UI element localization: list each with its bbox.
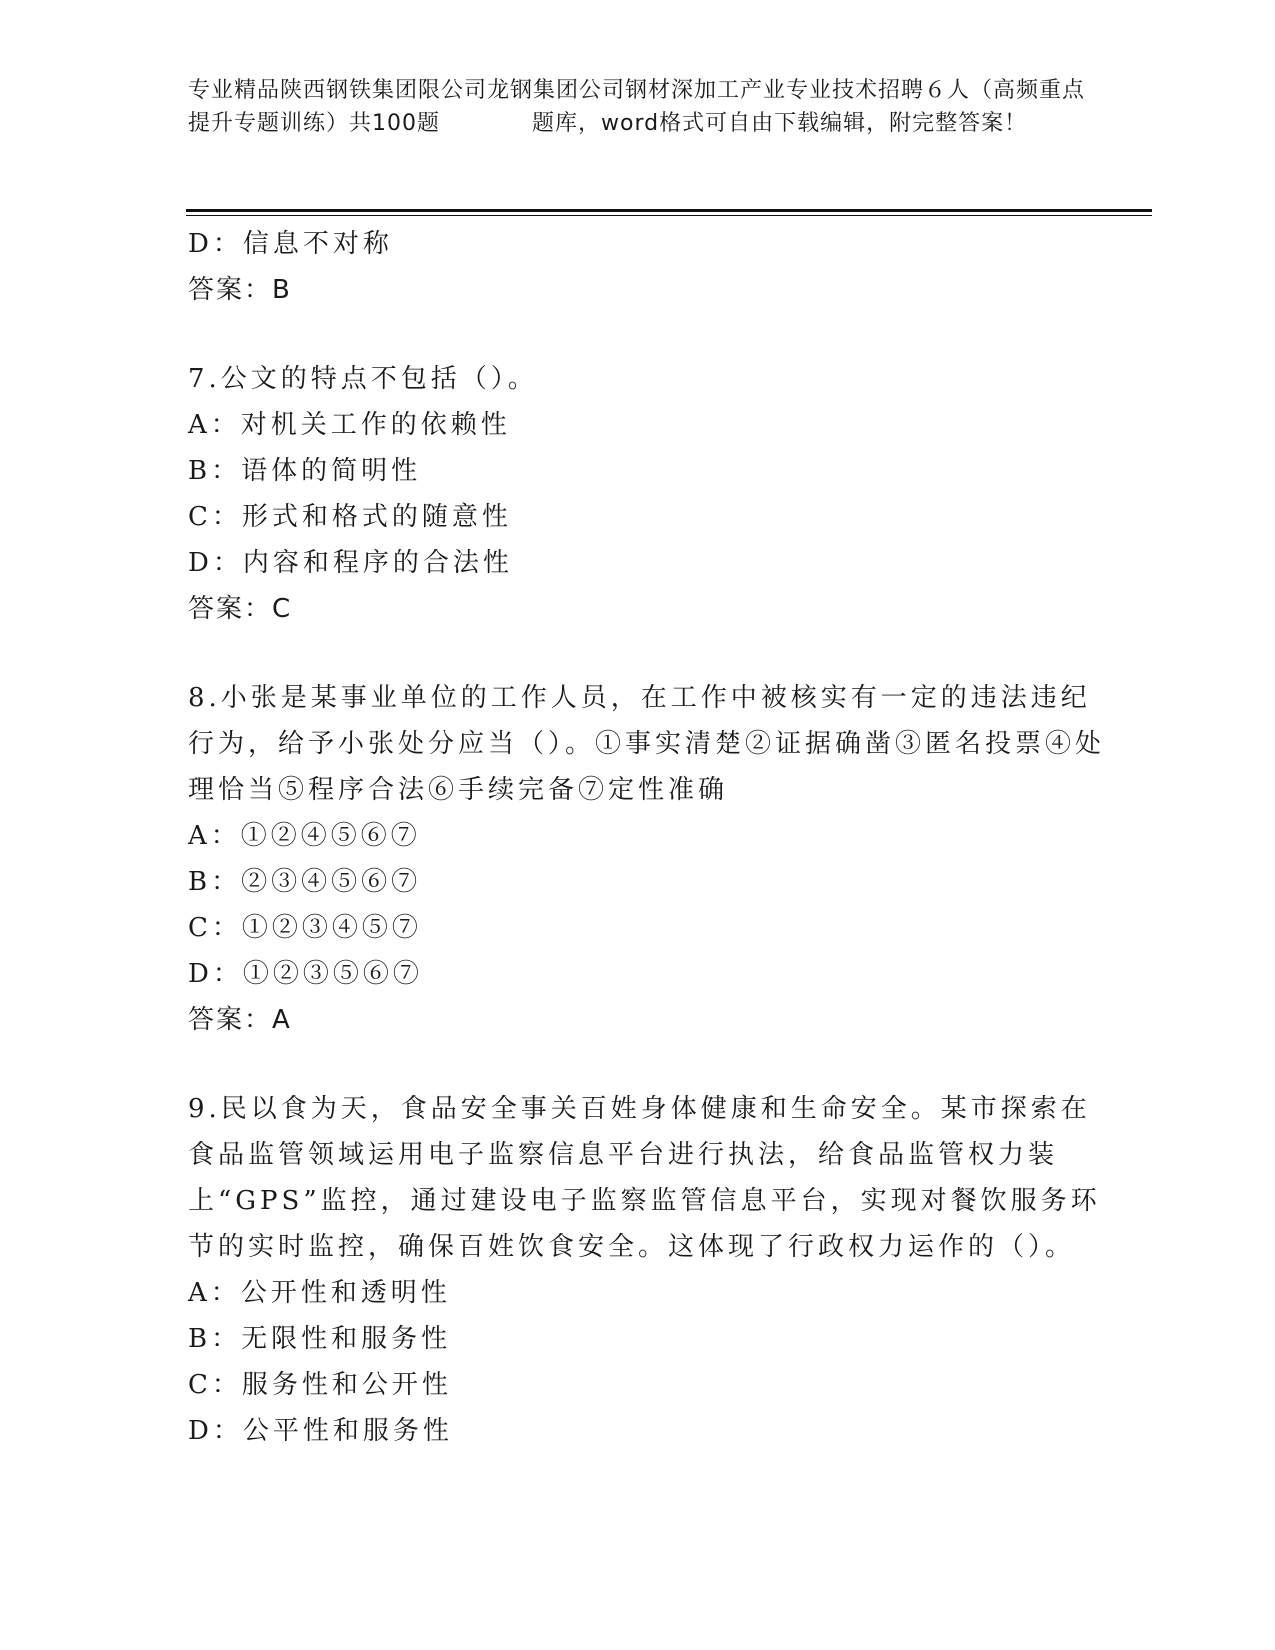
- option-d: D：内容和程序的合法性: [188, 548, 513, 578]
- page-header: 专业精品陕西钢铁集团限公司龙钢集团公司钢材深加工产业专业技术招聘６人（高频重点提升专题训练）共100题 题库，word格式可自由下载编辑，附完整答案！: [188, 78, 1086, 136]
- question-stem: 8.小张是某事业单位的工作人员，在工作中被核实有一定的违法违纪行为，给予小张处分应当（）。①事实清楚②证据确凿③匿名投票④处理恰当⑤程序合法⑥手续完备⑦定性准确: [188, 683, 1106, 805]
- question-9: [188, 1086, 1108, 1454]
- option-b: B：语体的简明性: [188, 456, 422, 486]
- prev-answer: 答案：B: [188, 275, 292, 305]
- option-a: A：①②④⑤⑥⑦: [188, 821, 421, 851]
- option-c: C：①②③④⑤⑦: [188, 913, 422, 943]
- document-body: [188, 221, 1108, 1454]
- header-divider: [186, 209, 1152, 216]
- option-c: C：形式和格式的随意性: [188, 502, 512, 532]
- prev-option-d: D：信息不对称: [188, 229, 393, 259]
- question-8: [188, 675, 1108, 1043]
- answer: 答案：A: [188, 1005, 292, 1035]
- option-b: B：②③④⑤⑥⑦: [188, 867, 422, 897]
- option-c: C：服务性和公开性: [188, 1370, 452, 1400]
- question-7: [188, 356, 1108, 632]
- option-d: D：①②③⑤⑥⑦: [188, 959, 423, 989]
- question-stem: 9.民以食为天，食品安全事关百姓身体健康和生命安全。某市探索在食品监管领域运用电子监察信息平台进行执法，给食品监管权力装上“GPS”监控，通过建设电子监察监管信息平台，实现对餐饮服务环节的实时监控，确保百姓饮食安全。这体现了行政权力运作的（）。: [188, 1094, 1101, 1262]
- question-stem: 7.公文的特点不包括（）。: [188, 364, 538, 394]
- option-a: A：公开性和透明性: [188, 1278, 451, 1308]
- option-b: B：无限性和服务性: [188, 1324, 452, 1354]
- answer: 答案：C: [188, 594, 293, 624]
- option-a: A：对机关工作的依赖性: [188, 410, 511, 440]
- option-d: D：公平性和服务性: [188, 1416, 453, 1446]
